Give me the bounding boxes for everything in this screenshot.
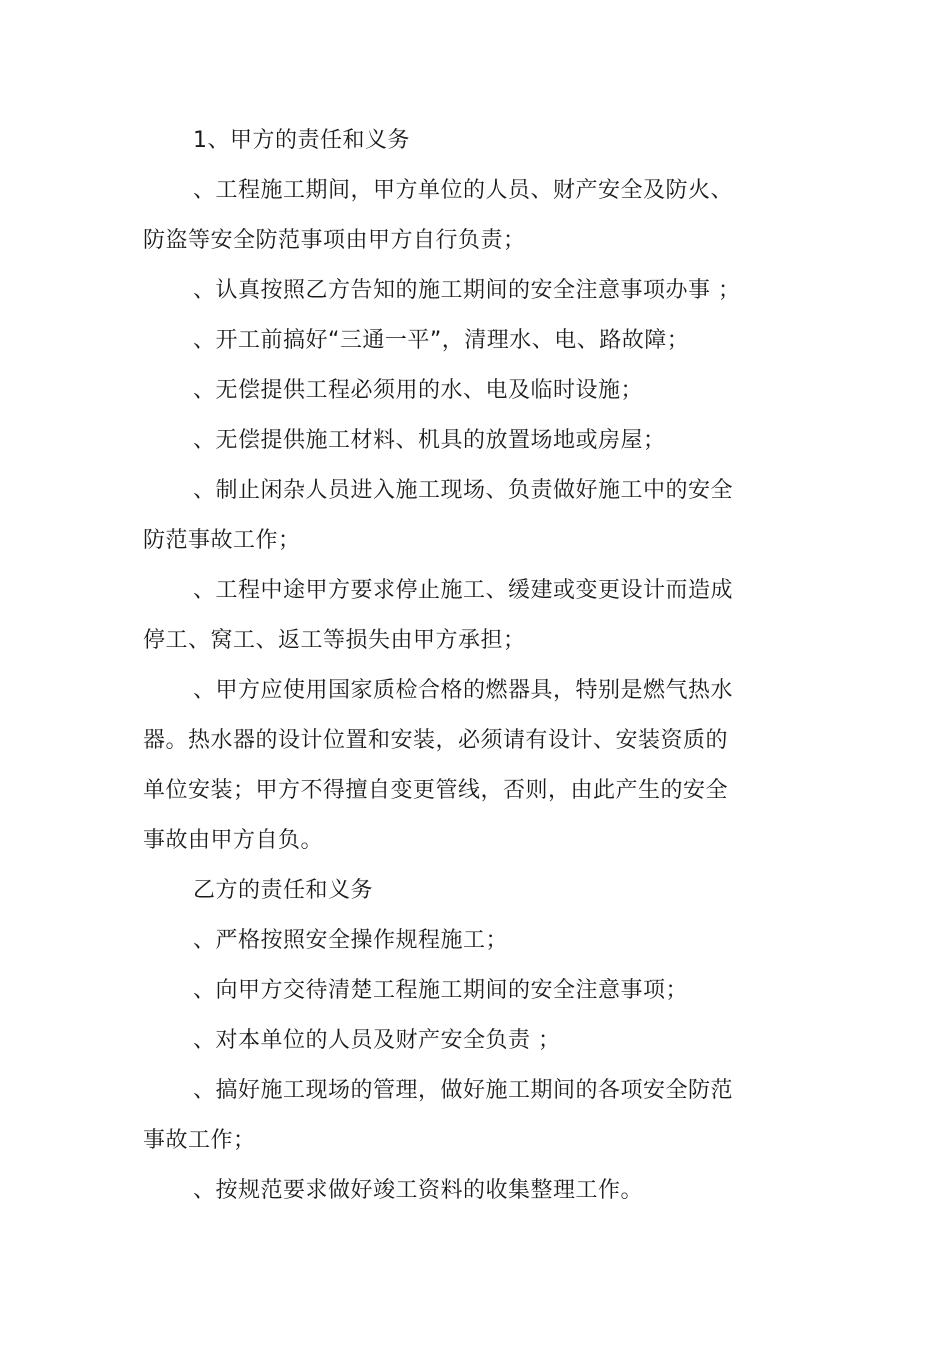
paragraph-line: 、工程中途甲方要求停止施工、缓建或变更设计而造成 [193, 578, 734, 603]
section-heading-party-b: 乙方的责任和义务 [193, 878, 374, 903]
paragraph-line: 事故由甲方自负。 [143, 828, 324, 853]
paragraph-line: 、搞好施工现场的管理，做好施工期间的各项安全防范 [193, 1078, 734, 1103]
paragraph-line: 、按规范要求做好竣工资料的收集整理工作。 [193, 1178, 644, 1203]
paragraph-line: 、工程施工期间，甲方单位的人员、财产安全及防火、 [193, 178, 734, 203]
paragraph-line: 器。热水器的设计位置和安装，必须请有设计、安装资质的 [143, 728, 729, 753]
paragraph-line: 防盗等安全防范事项由甲方自行负责； [143, 228, 526, 253]
paragraph-line: 、认真按照乙方告知的施工期间的安全注意事项办事 ； [193, 278, 741, 303]
paragraph-line: 停工、窝工、返工等损失由甲方承担； [143, 628, 526, 653]
paragraph-line: 、严格按照安全操作规程施工； [193, 928, 509, 953]
paragraph-line: 、对本单位的人员及财产安全负责 ； [193, 1028, 561, 1053]
section-heading-party-a: 1、甲方的责任和义务 [193, 128, 410, 153]
paragraph-line: 、无偿提供工程必须用的水、电及临时设施； [193, 378, 644, 403]
paragraph-line: 防范事故工作； [143, 528, 301, 553]
paragraph-line: 单位安装；甲方不得擅自变更管线，否则，由此产生的安全 [143, 778, 729, 803]
paragraph-line: 、向甲方交待清楚工程施工期间的安全注意事项； [193, 978, 689, 1003]
paragraph-line: 、制止闲杂人员进入施工现场、负责做好施工中的安全 [193, 478, 734, 503]
paragraph-line: 事故工作； [143, 1128, 256, 1153]
paragraph-line: 、开工前搞好“三通一平”，清理水、电、路故障； [193, 328, 690, 353]
paragraph-line: 、甲方应使用国家质检合格的燃器具，特别是燃气热水 [193, 678, 734, 703]
paragraph-line: 、无偿提供施工材料、机具的放置场地或房屋； [193, 428, 666, 453]
